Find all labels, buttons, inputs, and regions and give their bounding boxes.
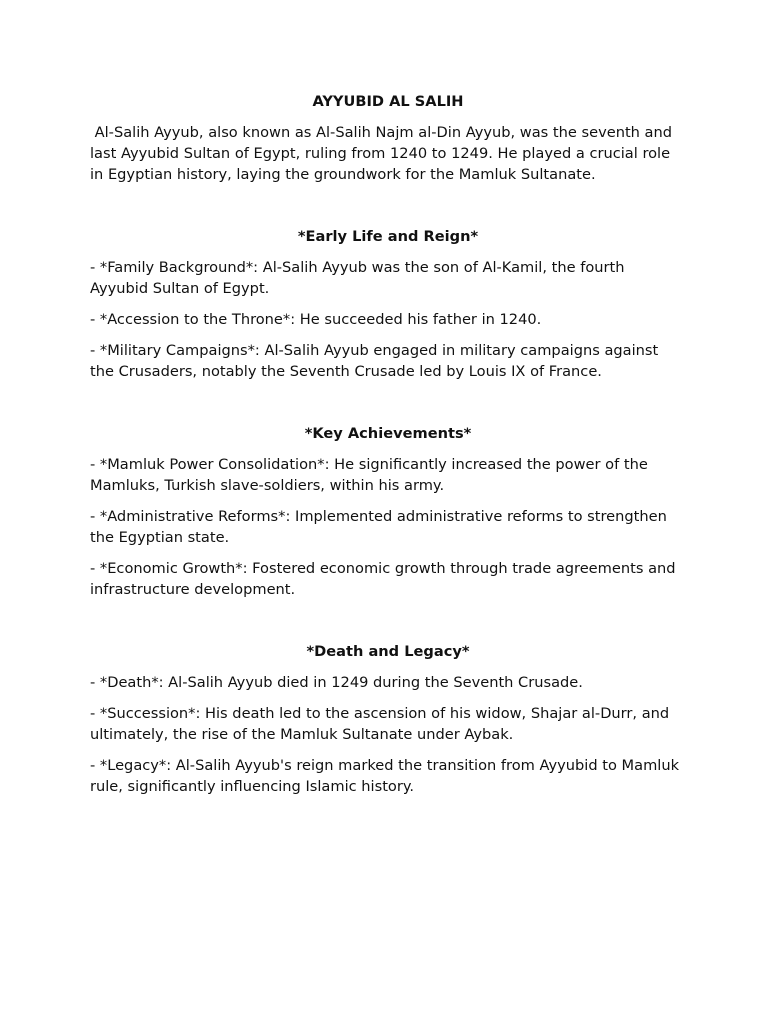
intro-paragraph: Al-Salih Ayyub, also known as Al-Salih Najm al-Din Ayyub, was the seventh and last Ayyubid Sultan of Egypt, ruling from 1240 to 1249. He played a crucial role in Egyptian history, laying the groundwork for the Mamluk Sultanate. (90, 124, 677, 183)
bullet-item: - *Administrative Reforms*: Implemented administrative reforms to strengthen the Egyptian state. (90, 508, 667, 546)
bullet-item: - *Family Background*: Al-Salih Ayyub was the son of Al-Kamil, the fourth Ayyubid Sultan of Egypt. (90, 259, 625, 297)
bullet-item: - *Military Campaigns*: Al-Salih Ayyub engaged in military campaigns against the Crusaders, notably the Seventh Crusade led by Louis IX of France. (90, 342, 659, 380)
section-death-legacy (90, 641, 686, 797)
section-heading: *Early Life and Reign* (297, 228, 479, 245)
bullet-item: - *Succession*: His death led to the ascension of his widow, Shajar al-Durr, and ultimately, the rise of the Mamluk Sultanate under Aybak. (90, 705, 670, 743)
document-title: AYYUBID AL SALIH (312, 93, 464, 110)
bullet-item: - *Legacy*: Al-Salih Ayyub's reign marked the transition from Ayyubid to Mamluk rule, significantly influencing Islamic history. (90, 757, 680, 795)
bullet-item: - *Death*: Al-Salih Ayyub died in 1249 during the Seventh Crusade. (90, 674, 583, 691)
document-page (90, 91, 686, 838)
section-early-life (90, 226, 686, 382)
section-heading: *Key Achievements* (304, 425, 472, 442)
section-heading: *Death and Legacy* (306, 643, 470, 660)
section-key-achievements (90, 423, 686, 600)
bullet-item: - *Mamluk Power Consolidation*: He significantly increased the power of the Mamluks, Turkish slave-soldiers, within his army. (90, 456, 648, 494)
bullet-item: - *Economic Growth*: Fostered economic growth through trade agreements and infrastructure development. (90, 560, 676, 598)
bullet-item: - *Accession to the Throne*: He succeeded his father in 1240. (90, 311, 542, 328)
